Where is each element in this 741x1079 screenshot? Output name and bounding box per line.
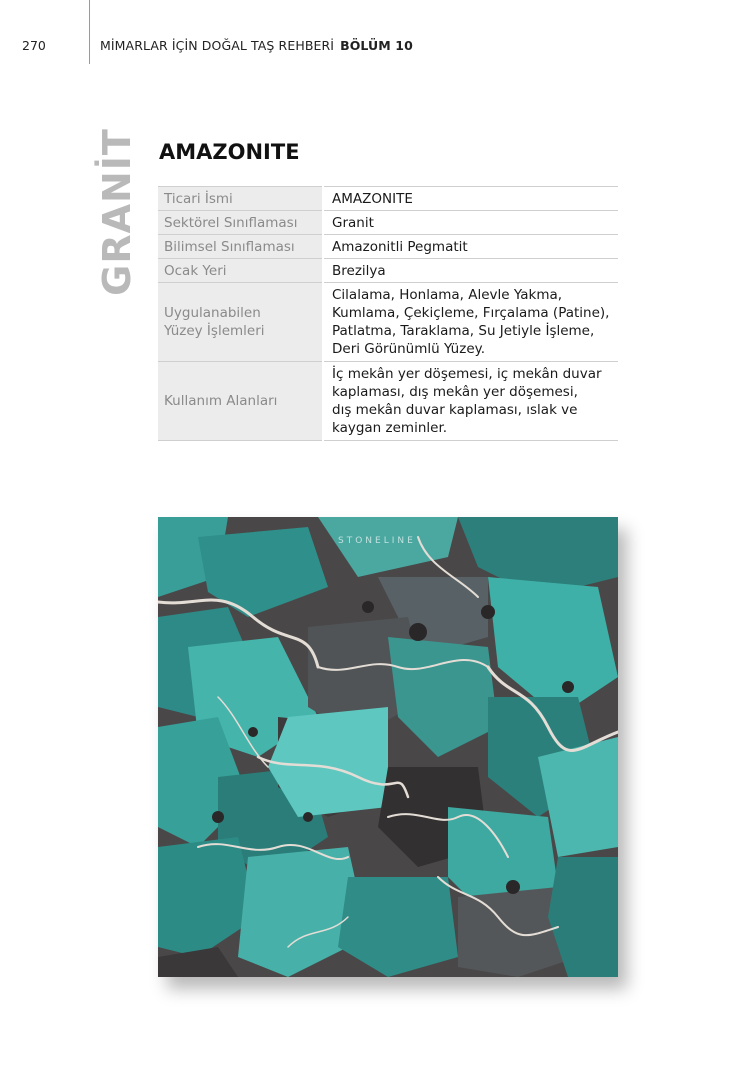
stone-sample-photo bbox=[158, 517, 618, 977]
spec-value bbox=[323, 362, 618, 441]
spec-label: Ticari İsmi bbox=[158, 187, 323, 211]
spec-row-scientific-class bbox=[158, 235, 618, 259]
spec-table bbox=[158, 186, 618, 441]
spec-row-trade-name bbox=[158, 187, 618, 211]
category-vertical-label bbox=[95, 128, 140, 296]
spec-label-line: Yüzey İşlemleri bbox=[164, 323, 265, 339]
spec-value-line: Deri Görünümlü Yüzey. bbox=[332, 341, 485, 357]
spec-label bbox=[158, 283, 323, 362]
spec-row-usage-areas bbox=[158, 362, 618, 441]
spec-label-line: Uygulanabilen bbox=[164, 305, 261, 321]
watermark-text: STONELINE bbox=[338, 536, 416, 546]
spec-value: Brezilya bbox=[323, 259, 618, 283]
stone-fragments bbox=[158, 517, 618, 977]
spec-label: Ocak Yeri bbox=[158, 259, 323, 283]
stone-title: AMAZONITE bbox=[159, 140, 300, 164]
spec-row-sector-class bbox=[158, 211, 618, 235]
spec-value-line: İç mekân yer döşemesi, iç mekân duvar bbox=[332, 366, 602, 382]
spec-value-line: kaygan zeminler. bbox=[332, 420, 448, 436]
spec-value-line: kaplaması, dış mekân yer döşemesi, bbox=[332, 384, 578, 400]
running-head bbox=[100, 38, 413, 53]
spec-value-line: Patlatma, Taraklama, Su Jetiyle İşleme, bbox=[332, 323, 595, 339]
spec-value-line: Cilalama, Honlama, Alevle Yakma, bbox=[332, 287, 563, 303]
spec-row-quarry bbox=[158, 259, 618, 283]
category-label: GRANİT bbox=[95, 128, 140, 296]
book-title: MİMARLAR İÇİN DOĞAL TAŞ REHBERİ bbox=[100, 38, 335, 53]
spec-label: Sektörel Sınıflaması bbox=[158, 211, 323, 235]
stone-texture bbox=[158, 517, 618, 977]
spec-value-line: dış mekân duvar kaplaması, ıslak ve bbox=[332, 402, 578, 418]
header-divider bbox=[89, 0, 90, 64]
spec-value-line: Kumlama, Çekiçleme, Fırçalama (Patine), bbox=[332, 305, 610, 321]
spec-value: AMAZONITE bbox=[323, 187, 618, 211]
spec-value: Granit bbox=[323, 211, 618, 235]
chapter-label: BÖLÜM 10 bbox=[340, 38, 413, 53]
spec-row-surface-finishes bbox=[158, 283, 618, 362]
spec-label: Bilimsel Sınıflaması bbox=[158, 235, 323, 259]
spec-value: Amazonitli Pegmatit bbox=[323, 235, 618, 259]
spec-value bbox=[323, 283, 618, 362]
page-number: 270 bbox=[22, 38, 46, 53]
spec-label: Kullanım Alanları bbox=[158, 362, 323, 441]
